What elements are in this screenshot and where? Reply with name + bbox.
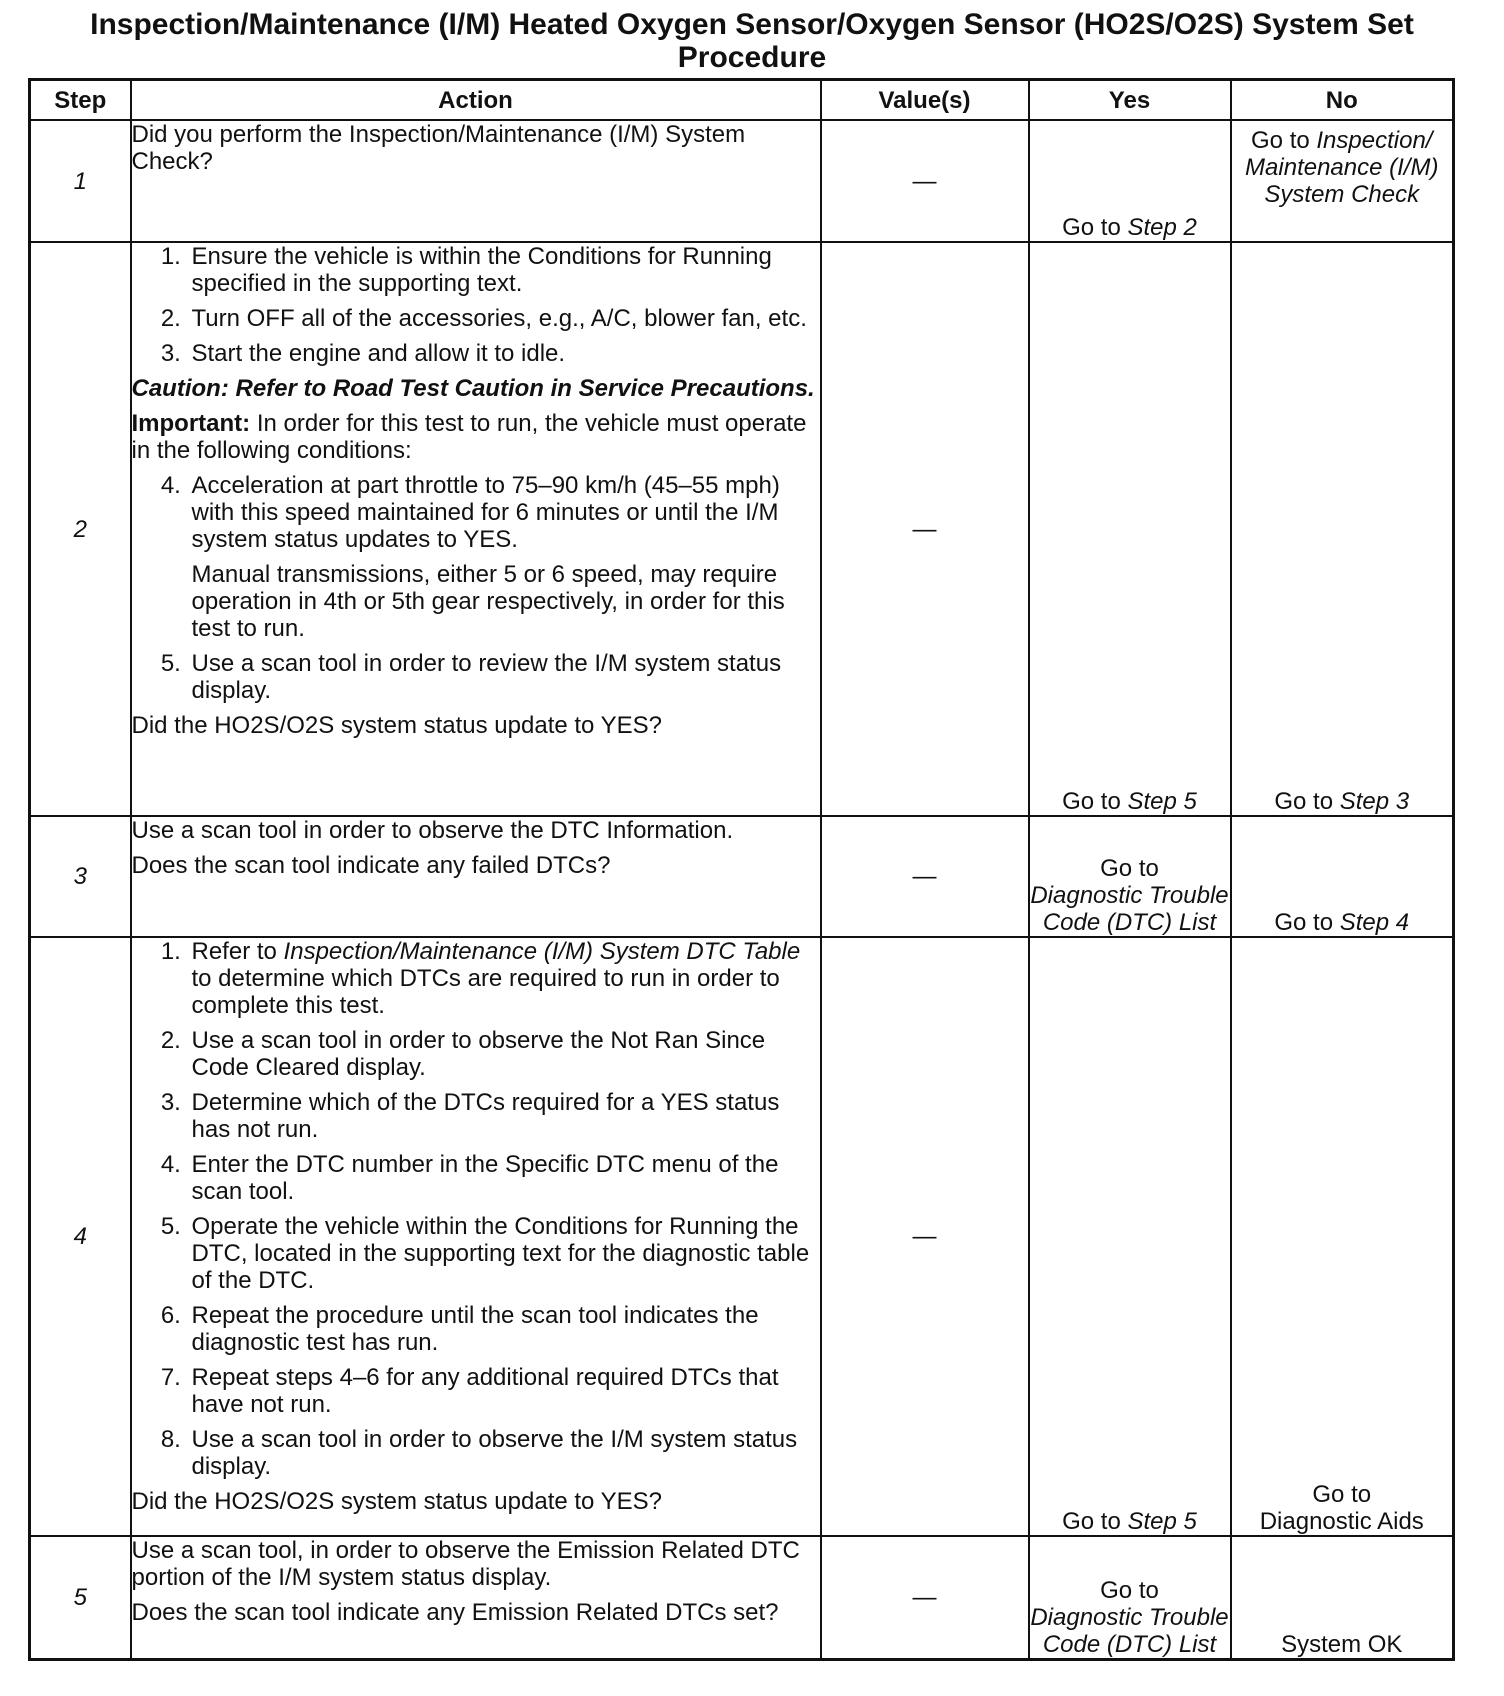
table-row <box>30 1536 1454 1659</box>
value-cell: — <box>821 816 1029 937</box>
goto-step-link[interactable]: Step 2 <box>1127 214 1197 241</box>
goto-prefix: Go to <box>1062 1508 1128 1535</box>
value-cell: — <box>821 937 1029 1536</box>
page-title: Inspection/Maintenance (I/M) Heated Oxygen Sensor/Oxygen Sensor (HO2S/O2S) System Set Procedure <box>90 8 1414 74</box>
no-cell <box>1231 816 1454 937</box>
question: Did the HO2S/O2S system status update to YES? <box>131 712 662 739</box>
table-row <box>30 937 1454 1536</box>
list-item: 4. Acceleration at part throttle to 75–90 km/h (45–55 mph) with this speed maintained for 6 minutes or until the I/M system status updates to YES. <box>188 472 820 553</box>
list-item-text: to determine which DTCs are required to run in order to complete this test. <box>191 965 780 1019</box>
goto-prefix: Go to <box>1100 1576 1159 1604</box>
procedure-list <box>132 243 820 367</box>
procedure-list <box>132 472 820 553</box>
system-ok-text: System OK <box>1281 1630 1403 1658</box>
instruction: Use a scan tool, in order to observe the Emission Related DTC portion of the I/M system status display. <box>131 1537 800 1591</box>
list-item: 3. Determine which of the DTCs required for a YES status has not run. <box>188 1089 820 1143</box>
table-row <box>30 816 1454 937</box>
step-number: 1 <box>30 120 131 242</box>
action-cell <box>131 816 821 937</box>
list-item: 2. Use a scan tool in order to observe the Not Ran Since Code Cleared display. <box>188 1027 820 1081</box>
no-cell <box>1231 1536 1454 1659</box>
no-cell <box>1231 937 1454 1536</box>
list-item: 2. Turn OFF all of the accessories, e.g., A/C, blower fan, etc. <box>188 305 820 332</box>
procedure-list <box>132 938 820 1480</box>
action-cell <box>131 242 821 816</box>
goto-prefix: Go to <box>1274 788 1340 815</box>
goto-dtc-list-link[interactable]: Diagnostic Trouble Code (DTC) List <box>1030 882 1229 936</box>
list-item: 1. Ensure the vehicle is within the Conditions for Running specified in the supporting text. <box>188 243 820 297</box>
list-item-text: Refer to <box>191 938 284 965</box>
goto-prefix: Go to <box>1274 909 1340 936</box>
header-no: No <box>1231 80 1454 121</box>
header-row <box>30 80 1454 121</box>
value-cell: — <box>821 242 1029 816</box>
value-cell: — <box>821 120 1029 242</box>
list-item <box>188 938 820 1019</box>
table-row <box>30 120 1454 242</box>
header-action: Action <box>131 80 821 121</box>
goto-prefix: Go to <box>1251 127 1317 154</box>
step-number: 3 <box>30 816 131 937</box>
yes-cell <box>1029 1536 1231 1659</box>
important-note <box>132 410 820 464</box>
goto-prefix: Go to <box>1062 214 1128 241</box>
list-item: 3. Start the engine and allow it to idle. <box>188 340 820 367</box>
table-row <box>30 242 1454 816</box>
goto-prefix: Go to <box>1100 855 1159 882</box>
yes-cell <box>1029 120 1231 242</box>
value-cell: — <box>821 1536 1029 1659</box>
yes-cell <box>1029 816 1231 937</box>
procedure-table <box>28 78 1455 1661</box>
caution-note: Caution: Refer to Road Test Caution in Service Precautions. <box>131 375 815 402</box>
goto-prefix: Go to <box>1312 1481 1372 1508</box>
action-cell <box>131 937 821 1536</box>
yes-cell <box>1029 242 1231 816</box>
list-item: 5. Use a scan tool in order to review the I/M system status display. <box>188 650 820 704</box>
action-cell <box>131 120 821 242</box>
action-cell <box>131 1536 821 1659</box>
list-item: 5. Operate the vehicle within the Conditions for Running the DTC, located in the supporting text for the diagnostic table of the DTC. <box>188 1213 820 1294</box>
goto-step-link[interactable]: Step 3 <box>1339 788 1410 815</box>
goto-step-link[interactable]: Step 4 <box>1339 909 1410 936</box>
important-text: In order for this test to run, the vehicle must operate in the following conditions: <box>131 410 807 464</box>
yes-cell <box>1029 937 1231 1536</box>
list-item: 7. Repeat steps 4–6 for any additional required DTCs that have not run. <box>188 1364 820 1418</box>
header-step: Step <box>30 80 131 121</box>
list-item: 4. Enter the DTC number in the Specific DTC menu of the scan tool. <box>188 1151 820 1205</box>
im-dtc-table-link[interactable]: Inspection/Maintenance (I/M) System DTC Table <box>283 938 801 965</box>
procedure-list <box>132 650 820 704</box>
goto-dtc-list-link[interactable]: Diagnostic Trouble Code (DTC) List <box>1030 1603 1229 1658</box>
instruction: Use a scan tool in order to observe the DTC Information. <box>131 817 734 844</box>
no-cell <box>1231 120 1454 242</box>
goto-im-system-check-link[interactable]: Inspection/ Maintenance (I/M) System Check <box>1245 127 1439 208</box>
question: Does the scan tool indicate any failed DTCs? <box>131 852 611 879</box>
goto-diagnostic-aids-link[interactable]: Diagnostic Aids <box>1259 1508 1424 1535</box>
step-number: 4 <box>30 937 131 1536</box>
important-label: Important: <box>131 410 251 437</box>
no-cell <box>1231 242 1454 816</box>
question: Does the scan tool indicate any Emission Related DTCs set? <box>131 1599 779 1626</box>
transmission-note: Manual transmissions, either 5 or 6 speed, may require operation in 4th or 5th gear respectively, in order for this test to run. <box>191 561 785 642</box>
step-number: 2 <box>30 242 131 816</box>
question: Did you perform the Inspection/Maintenance (I/M) System Check? <box>131 121 746 175</box>
header-values: Value(s) <box>821 80 1029 121</box>
goto-step-link[interactable]: Step 5 <box>1127 1508 1197 1535</box>
list-item: 6. Repeat the procedure until the scan tool indicates the diagnostic test has run. <box>188 1302 820 1356</box>
step-number: 5 <box>30 1536 131 1659</box>
list-item: 8. Use a scan tool in order to observe the I/M system status display. <box>188 1426 820 1480</box>
goto-prefix: Go to <box>1062 788 1128 815</box>
header-yes: Yes <box>1029 80 1231 121</box>
question: Did the HO2S/O2S system status update to YES? <box>131 1488 662 1515</box>
goto-step-link[interactable]: Step 5 <box>1127 788 1197 815</box>
